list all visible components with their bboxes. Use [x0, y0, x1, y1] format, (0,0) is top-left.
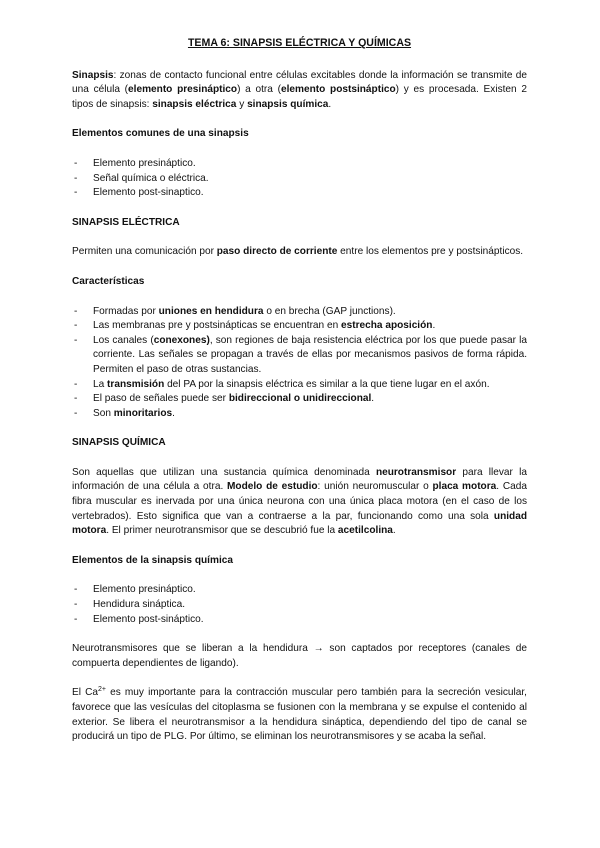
list-item: - Formadas por uniones en hendidura o en brecha (GAP junctions).: [72, 305, 527, 320]
chemical-intro-paragraph: Son aquellas que utilizan una sustancia química denominada neurotransmisor para llevar la información de una célula a otra. Modelo de estudio: unión neuromuscular o placa motora. Cada fibra muscular es inervada por una única neurona con una única placa motora (en el caso de los vertebrados). Esto significa que van a contraerse a la par, funcionando como una sola unidad motora. El primer neurotransmisor que se descubrió fue la acetilcolina.: [72, 466, 527, 537]
list-item: - Señal química o eléctrica.: [72, 172, 527, 187]
list-item: - La transmisión del PA por la sinapsis eléctrica es similar a la que tiene lugar en el axón.: [72, 378, 527, 393]
calcium-paragraph: El $Ca^{2+}$ es muy importante para la contracción muscular pero también para la secreción vesicular, favorece que las vesículas del citoplasma se fusionen con la membrana y se expulse el contenido al exterior. Se libera el neurotransmisor a la hendidura sináptica, dependiendo del tipo de canal se producirá un tipo de PLG. Por último, se eliminan los neurotransmisores y se acaba la señal.: [72, 686, 527, 743]
document-page: [72, 36, 527, 745]
common-elements-list: [72, 157, 527, 201]
term-sinapsis: Sinapsis: [72, 69, 114, 81]
list-item: - Elemento post-sináptico.: [72, 613, 527, 628]
list-item: - Hendidura sináptica.: [72, 598, 527, 613]
page-title: TEMA 6: SINAPSIS ELÉCTRICA Y QUÍMICAS: [187, 37, 412, 49]
common-elements-heading: Elementos comunes de una sinapsis: [72, 128, 249, 140]
list-item: - Son minoritarios.: [72, 407, 527, 422]
list-item: - Elemento presináptico.: [72, 157, 527, 172]
characteristics-list: [72, 305, 527, 422]
list-item: - Elemento post-sinaptico.: [72, 186, 527, 201]
list-item: - Los canales (conexones), son regiones de baja resistencia eléctrica por los que puede pasar la corriente. Las señales se propagan a través de ellas por mecanismos pasivos de forma rápida. Permiten el paso de otras sustancias.: [72, 334, 527, 378]
electrical-intro-paragraph: Permiten una comunicación por paso directo de corriente entre los elementos pre y postsinápticos.: [72, 246, 524, 258]
chemical-elements-heading: Elementos de la sinapsis química: [72, 554, 233, 566]
chemical-synapse-heading: SINAPSIS QUÍMICA: [72, 437, 166, 449]
chemical-elements-list: [72, 583, 527, 627]
electrical-synapse-heading: SINAPSIS ELÉCTRICA: [72, 216, 180, 228]
intro-paragraph: Sinapsis: zonas de contacto funcional entre células excitables donde la información se transmite de una célula (elemento presináptico) a otra (elemento postsináptico) y es procesada. Existen 2 tipos de sinapsis: sinapsis eléctrica y sinapsis química.: [72, 69, 527, 110]
list-item: - Las membranas pre y postsinápticas se encuentran en estrecha aposición.: [72, 319, 527, 334]
list-item: - Elemento presináptico.: [72, 583, 527, 598]
neurotransmitter-paragraph: Neurotransmisores que se liberan a la hendidura → son captados por receptores (canales de compuerta dependientes de ligando).: [72, 643, 527, 669]
characteristics-heading: Características: [72, 275, 145, 287]
list-item: - El paso de señales puede ser bidireccional o unidireccional.: [72, 392, 527, 407]
